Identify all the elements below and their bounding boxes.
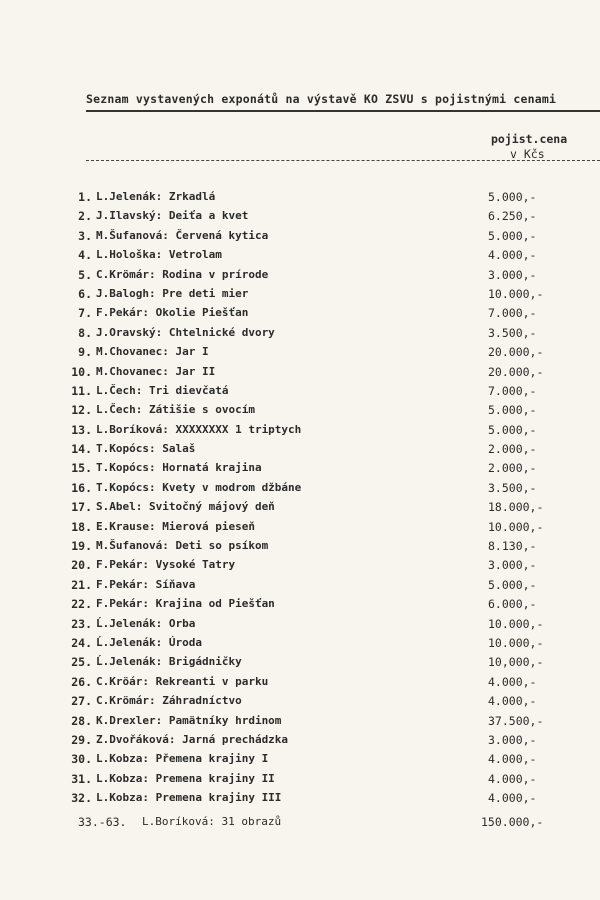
list-item <box>0 539 600 558</box>
item-price: 10.000,- <box>488 635 544 650</box>
summary-entry: L.Boríková: 31 obrazů <box>142 814 282 828</box>
item-price: 20.000,- <box>488 345 544 360</box>
item-number: 18. <box>71 519 92 534</box>
item-number: 3. <box>78 228 92 243</box>
item-number: 10. <box>71 364 92 379</box>
item-price: 5.000,- <box>488 422 537 437</box>
item-entry: F.Pekár: Síňava <box>96 577 196 591</box>
item-entry: K.Drexler: Pamätníky hrdinom <box>96 713 282 727</box>
item-entry: M.Chovanec: Jar II <box>96 364 216 378</box>
list-item <box>0 423 600 442</box>
item-price: 3.000,- <box>488 558 537 573</box>
item-price: 20.000,- <box>488 364 544 379</box>
item-number: 2. <box>78 209 92 224</box>
item-price: 10.000,- <box>488 286 544 301</box>
item-entry: F.Pekár: Krajina od Piešťan <box>96 597 275 611</box>
price-header-line1: pojist.cena <box>491 132 568 146</box>
item-number: 14. <box>71 442 92 457</box>
item-entry: C.Krömár: Záhradníctvo <box>96 694 242 708</box>
item-number: 27. <box>71 694 92 709</box>
item-entry: L.Kobza: Premena krajiny II <box>96 771 275 785</box>
item-price: 3.000,- <box>488 732 537 747</box>
item-number: 22. <box>71 597 92 612</box>
list-item <box>0 306 600 325</box>
item-entry: Ĺ.Jelenák: Úroda <box>96 635 202 649</box>
item-entry: J.Ilavský: Deiťa a kvet <box>96 209 249 223</box>
item-price: 10.000,- <box>488 519 544 534</box>
list-item <box>0 384 600 403</box>
item-number: 15. <box>71 461 92 476</box>
summary-number: 33.-63. <box>78 814 127 829</box>
list-item <box>0 772 600 791</box>
list-item <box>0 558 600 577</box>
item-entry: F.Pekár: Vysoké Tatry <box>96 558 236 572</box>
item-number: 31. <box>71 771 92 786</box>
item-entry: T.Kopócs: Salaš <box>96 442 196 456</box>
item-number: 16. <box>71 480 92 495</box>
item-number: 9. <box>78 345 92 360</box>
list-item <box>0 617 600 636</box>
item-price: 5.000,- <box>488 190 537 204</box>
item-entry: M.Šufanová: Červená kytica <box>96 228 269 242</box>
item-number: 24. <box>71 635 92 650</box>
list-item <box>0 714 600 733</box>
list-item <box>0 694 600 713</box>
list-item <box>0 461 600 480</box>
item-number: 6. <box>78 286 92 301</box>
item-price: 4.000,- <box>488 248 537 263</box>
item-number: 20. <box>71 558 92 573</box>
item-entry: Z.Dvořáková: Jarná prechádzka <box>96 732 289 746</box>
item-number: 28. <box>71 713 92 728</box>
item-number: 29. <box>71 732 92 747</box>
item-price: 3.500,- <box>488 480 537 495</box>
list-item <box>0 190 600 209</box>
item-price: 4.000,- <box>488 771 537 786</box>
title-underline <box>86 110 600 112</box>
item-price: 18.000,- <box>488 500 544 515</box>
item-price: 4.000,- <box>488 791 537 806</box>
header-dashed-divider <box>86 160 600 161</box>
item-entry: E.Krause: Mierová pieseň <box>96 519 255 533</box>
item-price: 4.000,- <box>488 694 537 709</box>
item-price: 37.500,- <box>488 713 544 728</box>
item-price: 7.000,- <box>488 383 537 398</box>
item-price: 7.000,- <box>488 306 537 321</box>
item-price: 5.000,- <box>488 403 537 418</box>
item-price: 10,000,- <box>488 655 544 670</box>
list-item <box>0 675 600 694</box>
list-item <box>0 248 600 267</box>
item-price: 4.000,- <box>488 674 537 689</box>
list-item <box>0 578 600 597</box>
list-item <box>0 520 600 539</box>
item-entry: C.Kröár: Rekreanti v parku <box>96 674 269 688</box>
item-entry: M.Šufanová: Deti so psíkom <box>96 539 269 553</box>
item-price: 4.000,- <box>488 752 537 767</box>
item-entry: L.Kobza: Přemena krajiny I <box>96 752 269 766</box>
item-number: 17. <box>71 500 92 515</box>
list-item <box>0 655 600 674</box>
item-entry: L.Jelenák: Zrkadlá <box>96 190 216 203</box>
item-number: 23. <box>71 616 92 631</box>
list-item <box>0 791 600 810</box>
item-entry: J.Oravský: Chtelnické dvory <box>96 325 275 339</box>
list-item <box>0 365 600 384</box>
item-number: 7. <box>78 306 92 321</box>
item-entry: L.Čech: Tri dievčatá <box>96 383 229 397</box>
item-entry: Ĺ.Jelenák: Brigádničky <box>96 655 242 669</box>
item-entry: T.Kopócs: Hornatá krajina <box>96 461 262 475</box>
item-entry: F.Pekár: Okolie Piešťan <box>96 306 249 320</box>
list-item <box>0 733 600 752</box>
item-number: 21. <box>71 577 92 592</box>
item-entry: S.Abel: Svitočný májový deň <box>96 500 275 514</box>
list-item <box>0 345 600 364</box>
document-title: Seznam vystavených exponátů na výstavě KO ZSVU s pojistnými cenami <box>86 92 557 106</box>
item-price: 10.000,- <box>488 616 544 631</box>
item-price: 3.500,- <box>488 325 537 340</box>
item-price: 5.000,- <box>488 228 537 243</box>
list-item <box>0 326 600 345</box>
item-price: 6.000,- <box>488 597 537 612</box>
price-column-header <box>491 132 600 162</box>
list-item <box>0 403 600 422</box>
item-price: 6.250,- <box>488 209 537 224</box>
item-number: 5. <box>78 267 92 282</box>
exhibit-list <box>0 190 600 834</box>
summary-price: 150.000,- <box>481 814 544 829</box>
item-price: 2.000,- <box>488 442 537 457</box>
list-item <box>0 597 600 616</box>
list-item <box>0 442 600 461</box>
list-item <box>0 636 600 655</box>
item-entry: J.Balogh: Pre deti mier <box>96 286 249 300</box>
item-number: 8. <box>78 325 92 340</box>
price-header-line2: v Kčs <box>510 147 545 161</box>
item-entry: T.Kopócs: Kvety v modrom džbáne <box>96 480 302 494</box>
item-number: 1. <box>78 190 92 204</box>
item-entry: M.Chovanec: Jar I <box>96 345 209 359</box>
item-number: 30. <box>71 752 92 767</box>
list-item <box>0 268 600 287</box>
list-item <box>0 481 600 500</box>
item-price: 5.000,- <box>488 577 537 592</box>
list-item <box>0 229 600 248</box>
summary-row <box>0 815 600 834</box>
list-item <box>0 500 600 519</box>
item-number: 25. <box>71 655 92 670</box>
item-number: 26. <box>71 674 92 689</box>
item-entry: L.Boríková: XXXXXXXX 1 triptych <box>96 422 302 436</box>
item-entry: C.Krömár: Rodina v prírode <box>96 267 269 281</box>
item-price: 2.000,- <box>488 461 537 476</box>
item-entry: L.Kobza: Premena krajiny III <box>96 791 282 805</box>
item-price: 3.000,- <box>488 267 537 282</box>
item-number: 11. <box>71 383 92 398</box>
item-number: 19. <box>71 539 92 554</box>
item-price: 8.130,- <box>488 539 537 554</box>
item-number: 13. <box>71 422 92 437</box>
item-number: 4. <box>78 248 92 263</box>
item-entry: L.Hološka: Vetrolam <box>96 248 222 262</box>
item-number: 32. <box>71 791 92 806</box>
item-number: 12. <box>71 403 92 418</box>
list-item <box>0 752 600 771</box>
item-entry: Ĺ.Jelenák: Orba <box>96 616 196 630</box>
list-item <box>0 287 600 306</box>
item-entry: L.Čech: Zátišie s ovocím <box>96 403 255 417</box>
list-item <box>0 209 600 228</box>
